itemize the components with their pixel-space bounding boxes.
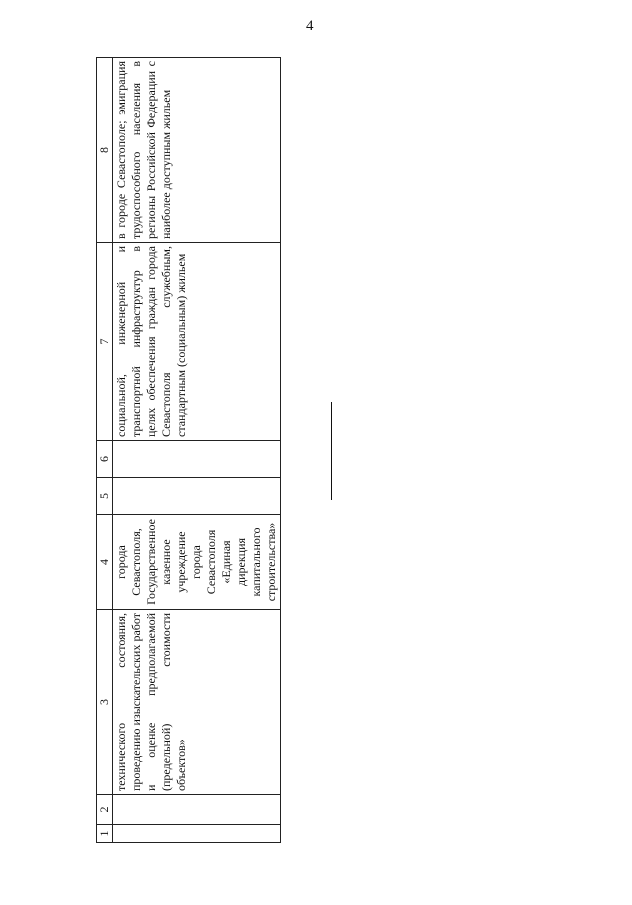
cell-col-5 xyxy=(113,478,281,515)
cell-col-7: социальной, инженерной и транспортной инфраструктур в целях обеспечения граждан города Севастополя служебным, стандартным (социальным) жильем xyxy=(113,243,281,441)
end-rule xyxy=(331,402,332,500)
cell-col-4: города Севастополя, Государственное казенное учреждение города Севастополя «Единая дирекция капитального строительства» xyxy=(113,515,281,610)
page-number: 4 xyxy=(306,18,314,34)
cell-col-1 xyxy=(113,825,281,843)
cell-col-8: в городе Севастополе; эмиграция трудоспособного населения в регионы Российской Федерации с наиболее доступным жильем xyxy=(113,58,281,243)
header-col-4: 4 xyxy=(97,515,113,610)
header-col-8: 8 xyxy=(97,58,113,243)
continuation-table xyxy=(96,57,281,843)
header-row xyxy=(97,58,113,843)
header-col-5: 5 xyxy=(97,478,113,515)
header-col-2: 2 xyxy=(97,795,113,825)
cell-col-3: технического состояния, проведению изыскательских работ и оценке предполагаемой (предельной) стоимости объектов» xyxy=(113,610,281,795)
header-col-1: 1 xyxy=(97,825,113,843)
rotated-table-wrapper xyxy=(96,58,280,843)
header-col-6: 6 xyxy=(97,441,113,478)
header-col-7: 7 xyxy=(97,243,113,441)
table-row xyxy=(113,58,281,843)
cell-col-2 xyxy=(113,795,281,825)
header-col-3: 3 xyxy=(97,610,113,795)
cell-col-6 xyxy=(113,441,281,478)
